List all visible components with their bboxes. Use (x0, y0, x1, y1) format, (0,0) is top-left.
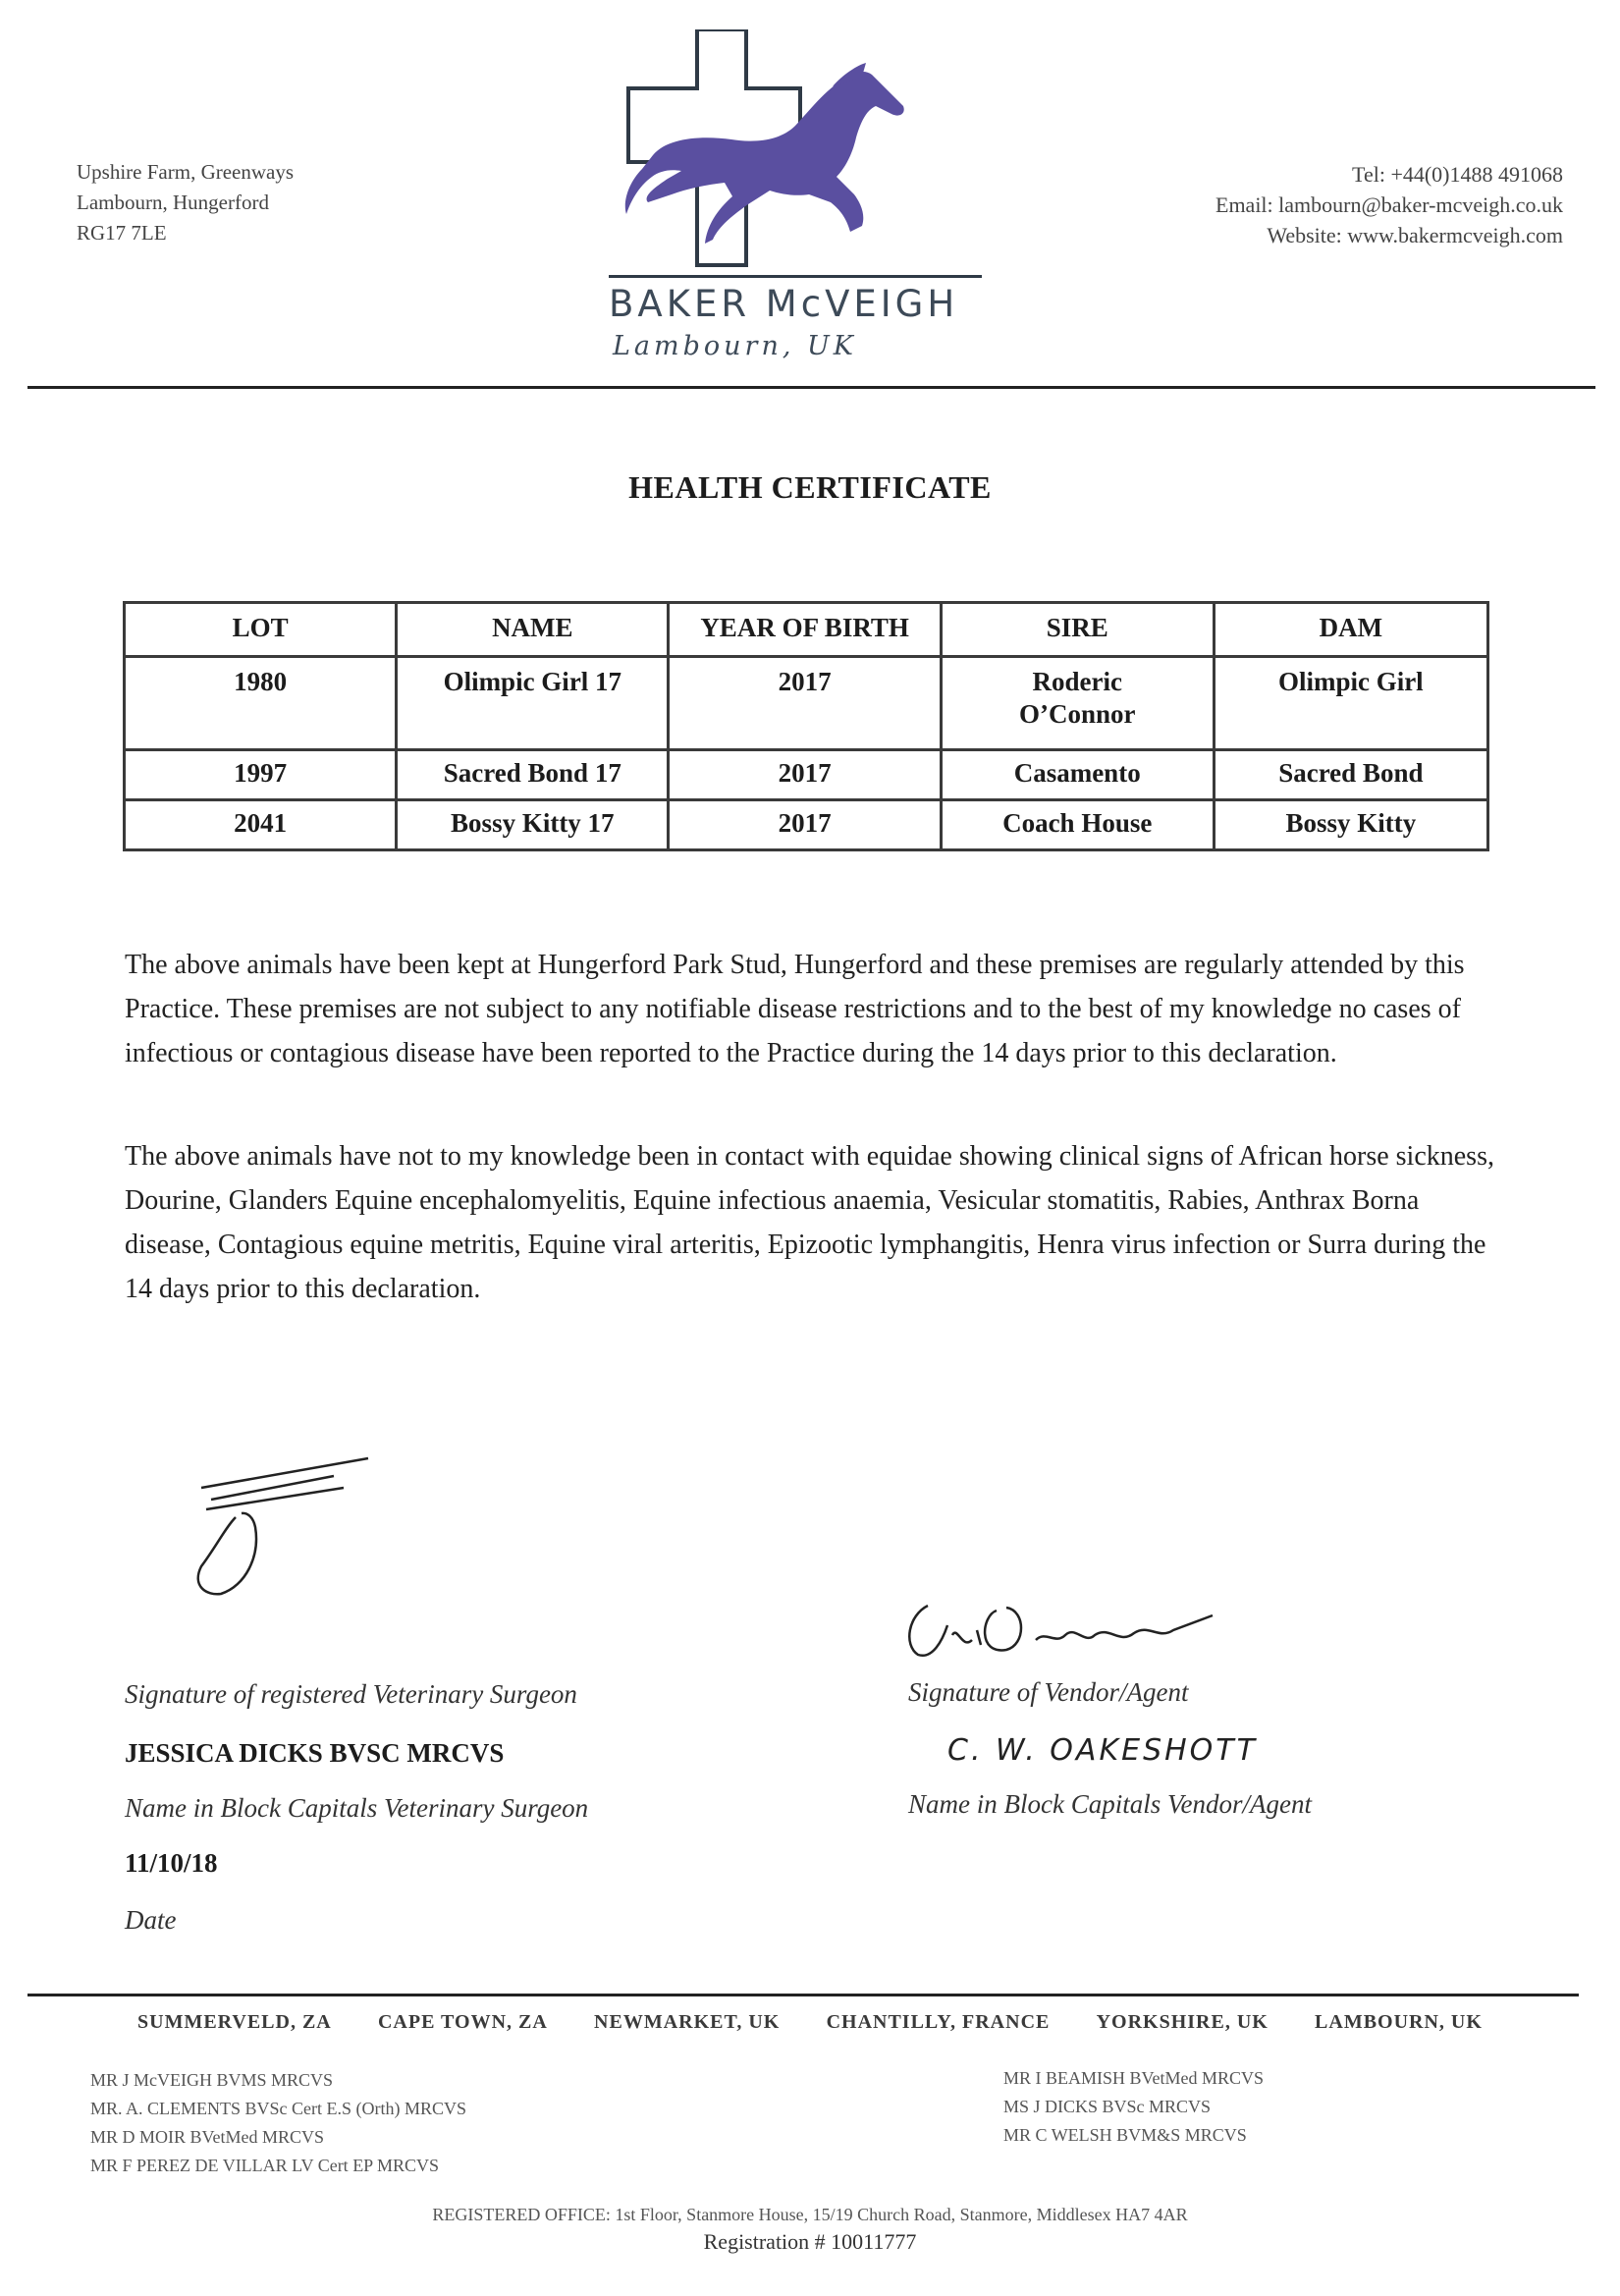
brand-location: Lambourn, UK (613, 331, 857, 361)
col-header-name: NAME (397, 603, 669, 657)
header-divider (27, 386, 1595, 389)
declaration-paragraph-contact: The above animals have not to my knowledge been in contact with equidae showing clinical signs of African horse sickness, Dourine, Glanders Equine encephalomyelitis, Equine infectious anaemia, Vesicular stomatitis, Rabies, Anthrax Borna disease, Contagious equine metritis, Equine viral arteritis, Epizootic lymphangitis, Henra virus infection or Surra during the 14 days prior to this declaration. (125, 1141, 1494, 1304)
cell-dam: Bossy Kitty (1214, 800, 1487, 850)
address-line: RG17 7LE (77, 221, 167, 245)
vendor-signature-image (898, 1586, 1252, 1665)
vet-signature-image (177, 1449, 393, 1606)
horse-silhouette (625, 72, 904, 244)
col-header-sire: SIRE (941, 603, 1214, 657)
vet-name-label: Name in Block Capitals Veterinary Surgeon (125, 1793, 589, 1823)
office-location: CAPE TOWN, ZA (377, 2011, 548, 2033)
vendor-block-name: C. W. OAKESHOTT (947, 1733, 1258, 1768)
col-header-year-of-birth: YEAR OF BIRTH (669, 603, 941, 657)
cell-name: Olimpic Girl 17 (397, 657, 669, 750)
signature-date: 11/10/18 (125, 1848, 218, 1878)
office-location: YORKSHIRE, UK (1096, 2011, 1269, 2033)
staff-member: MR F PEREZ DE VILLAR LV Cert EP MRCVS (90, 2156, 440, 2175)
contact-email: Email: lambourn@baker-mcveigh.co.uk (1215, 192, 1563, 217)
table-header-row (125, 603, 1488, 657)
staff-member: MR J McVEIGH BVMS MRCVS (90, 2070, 334, 2090)
cell-lot: 1997 (125, 750, 397, 800)
col-header-lot: LOT (125, 603, 397, 657)
address-line: Upshire Farm, Greenways (77, 160, 295, 184)
staff-member: MR D MOIR BVetMed MRCVS (90, 2127, 325, 2147)
cell-dam: Sacred Bond (1214, 750, 1487, 800)
vendor-signature-label: Signature of Vendor/Agent (908, 1677, 1189, 1707)
registration-number: Registration # 10011777 (703, 2229, 917, 2254)
staff-member: MS J DICKS BVSc MRCVS (1003, 2097, 1212, 2116)
staff-member: MR. A. CLEMENTS BVSc Cert E.S (Orth) MRCVS (90, 2099, 467, 2118)
table-row (125, 657, 1488, 750)
office-location: SUMMERVELD, ZA (137, 2011, 332, 2033)
staff-list-left (90, 2066, 466, 2180)
practice-address (77, 157, 294, 248)
table-row (125, 800, 1488, 850)
registered-office: REGISTERED OFFICE: 1st Floor, Stanmore House, 15/19 Church Road, Stanmore, Middlesex HA7 4AR (432, 2205, 1188, 2224)
cell-dam: Olimpic Girl (1214, 657, 1487, 750)
cell-year: 2017 (669, 800, 941, 850)
footer-divider (27, 1994, 1579, 1996)
vendor-name-label: Name in Block Capitals Vendor/Agent (908, 1789, 1312, 1819)
cell-lot: 1980 (125, 657, 397, 750)
cell-year: 2017 (669, 750, 941, 800)
cell-sire: Coach House (941, 800, 1214, 850)
office-location: CHANTILLY, FRANCE (826, 2011, 1051, 2033)
staff-list-right (1003, 2064, 1264, 2150)
contact-website: Website: www.bakermcveigh.com (1267, 223, 1563, 247)
office-locations (137, 2011, 1483, 2034)
practice-contact (1215, 159, 1563, 250)
vet-name: JESSICA DICKS BVSC MRCVS (125, 1738, 505, 1768)
address-line: Lambourn, Hungerford (77, 191, 269, 214)
office-location: LAMBOURN, UK (1315, 2011, 1483, 2033)
contact-phone: Tel: +44(0)1488 491068 (1352, 162, 1563, 187)
cell-name: Bossy Kitty 17 (397, 800, 669, 850)
cell-year: 2017 (669, 657, 941, 750)
vet-signature-label: Signature of registered Veterinary Surgeon (125, 1679, 577, 1709)
declaration-paragraph-premises: The above animals have been kept at Hungerford Park Stud, Hungerford and these premises are regularly attended by this Practice. These premises are not subject to any notifiable disease restrictions and to the best of my knowledge no cases of infectious or contagious disease have been reported to the Practice during the 14 days prior to this declaration. (125, 950, 1465, 1068)
cell-sire: Casamento (941, 750, 1214, 800)
lots-table (123, 601, 1489, 851)
document-title: HEALTH CERTIFICATE (628, 469, 992, 505)
date-label: Date (125, 1905, 177, 1935)
cell-name: Sacred Bond 17 (397, 750, 669, 800)
table-row (125, 750, 1488, 800)
col-header-dam: DAM (1214, 603, 1487, 657)
staff-member: MR C WELSH BVM&S MRCVS (1003, 2125, 1247, 2145)
brand-name: BAKER McVEIGH (609, 283, 959, 325)
cell-lot: 2041 (125, 800, 397, 850)
office-location: NEWMARKET, UK (594, 2011, 781, 2033)
cell-sire: Roderic O’Connor (941, 657, 1214, 750)
staff-member: MR I BEAMISH BVetMed MRCVS (1003, 2068, 1265, 2088)
